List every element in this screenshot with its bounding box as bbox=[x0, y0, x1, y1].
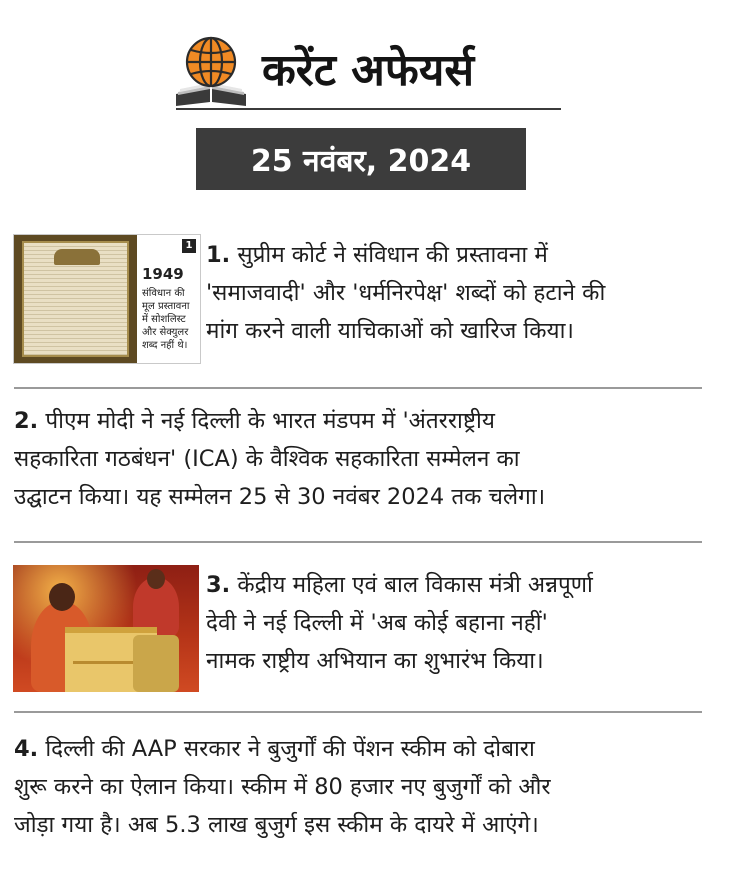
item-line: नामक राष्ट्रीय अभियान का शुभारंभ किया। bbox=[206, 648, 544, 674]
globe-on-book-icon bbox=[172, 36, 250, 110]
item-line: मांग करने वाली याचिकाओं को खारिज किया। bbox=[206, 318, 574, 344]
thumbnail-year: 1949 bbox=[142, 265, 184, 283]
preamble-image bbox=[14, 235, 137, 363]
page-title: करेंट अफेयर्स bbox=[262, 45, 475, 96]
item-line: 'समाजवादी' और 'धर्मनिरपेक्ष' शब्दों को हटाने की bbox=[206, 280, 606, 306]
item-line: केंद्रीय महिला एवं बाल विकास मंत्री अन्नपूर्णा bbox=[237, 572, 593, 598]
item-line: सहकारिता गठबंधन' (ICA) के वैश्विक सहकारिता सम्मेलन का bbox=[14, 446, 520, 472]
thumbnail-caption-line: शब्द नहीं थे। bbox=[142, 340, 188, 351]
item-number: 2. bbox=[14, 408, 39, 434]
news-item-4 bbox=[14, 730, 551, 844]
date-banner: 25 नवंबर, 2024 bbox=[196, 128, 526, 190]
thumbnail-caption-line: और सेक्युलर bbox=[142, 327, 189, 338]
preamble-thumbnail bbox=[13, 234, 201, 364]
thumbnail-caption-line: संविधान की bbox=[142, 288, 185, 299]
divider bbox=[14, 711, 702, 713]
news-item-2 bbox=[14, 402, 545, 516]
divider bbox=[14, 541, 702, 543]
item-line: पीएम मोदी ने नई दिल्ली के भारत मंडपम में 'अंतरराष्ट्रीय bbox=[45, 408, 495, 434]
item-number: 4. bbox=[14, 736, 39, 762]
item-line: दिल्ली की AAP सरकार ने बुजुर्गों की पेंशन स्कीम को दोबारा bbox=[45, 736, 535, 762]
item-number: 1. bbox=[206, 242, 231, 268]
thumbnail-caption-line: मूल प्रस्तावना bbox=[142, 301, 190, 312]
item-line: उद्घाटन किया। यह सम्मेलन 25 से 30 नवंबर 2024 तक चलेगा। bbox=[14, 484, 546, 510]
item-line: सुप्रीम कोर्ट ने संविधान की प्रस्तावना में bbox=[237, 242, 548, 268]
item-number: 3. bbox=[206, 572, 231, 598]
flower-decoration bbox=[133, 635, 179, 692]
divider bbox=[14, 387, 702, 389]
thumbnail-badge: 1 bbox=[182, 239, 196, 253]
news-item-1 bbox=[206, 236, 605, 350]
header bbox=[0, 0, 730, 200]
item-line: देवी ने नई दिल्ली में 'अब कोई बहाना नहीं' bbox=[206, 610, 548, 636]
thumbnail-caption-line: में सोशलिस्ट bbox=[142, 314, 186, 325]
title-underline bbox=[176, 108, 561, 110]
event-photo-thumbnail bbox=[13, 565, 199, 692]
item-line: जोड़ा गया है। अब 5.3 लाख बुजुर्ग इस स्कीम के दायरे में आएंगे। bbox=[14, 812, 539, 838]
news-item-3 bbox=[206, 566, 593, 680]
item-line: शुरू करने का ऐलान किया। स्कीम में 80 हजार नए बुजुर्गों को और bbox=[14, 774, 551, 800]
